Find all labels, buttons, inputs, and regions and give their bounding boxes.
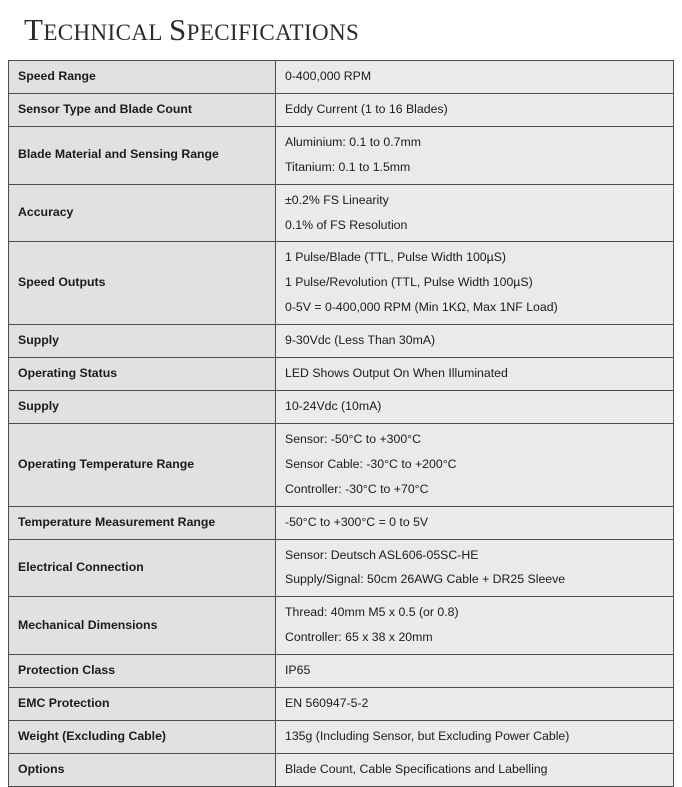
- spec-value-line: 10-24Vdc (10mA): [285, 398, 382, 413]
- page-header: [8, 0, 674, 60]
- spec-label: Speed Outputs: [9, 242, 276, 325]
- page-title-initial-1: T: [24, 12, 44, 47]
- spec-value: [276, 390, 674, 423]
- spec-value-line: Controller: 65 x 38 x 20mm: [285, 630, 433, 645]
- spec-label: Weight (Excluding Cable): [9, 720, 276, 753]
- spec-label: EMC Protection: [9, 688, 276, 721]
- spec-value-line: Eddy Current (1 to 16 Blades): [285, 101, 448, 116]
- page-title-word-2: PECIFICATIONS: [186, 20, 360, 45]
- spec-value-line: 1 Pulse/Revolution (TTL, Pulse Width 100µS): [285, 275, 533, 290]
- table-row: [9, 597, 674, 655]
- spec-value: [276, 688, 674, 721]
- spec-value-line: EN 560947-5-2: [285, 696, 369, 711]
- spec-value-line: Aluminium: 0.1 to 0.7mm: [285, 134, 421, 149]
- spec-label: Operating Status: [9, 358, 276, 391]
- spec-value-line: Blade Count, Cable Specifications and Labelling: [285, 761, 548, 776]
- spec-value-line: Sensor: -50°C to +300°C: [285, 431, 421, 446]
- spec-value: [276, 93, 674, 126]
- spec-label: Operating Temperature Range: [9, 423, 276, 506]
- spec-value-line: LED Shows Output On When Illuminated: [285, 366, 508, 381]
- table-row: [9, 655, 674, 688]
- spec-value-line: 0-400,000 RPM: [285, 69, 372, 83]
- table-row: [9, 688, 674, 721]
- spec-value-line: ±0.2% FS Linearity: [285, 192, 389, 207]
- table-row: [9, 506, 674, 539]
- spec-label: Sensor Type and Blade Count: [9, 93, 276, 126]
- spec-value-line: Sensor Cable: -30°C to +200°C: [285, 456, 457, 471]
- spec-value-line: 9-30Vdc (Less Than 30mA): [285, 333, 436, 348]
- table-row: [9, 184, 674, 242]
- spec-value-line: -50°C to +300°C = 0 to 5V: [285, 514, 429, 529]
- page-title-initial-2: S: [168, 12, 187, 47]
- spec-value: [276, 720, 674, 753]
- spec-value-line: Controller: -30°C to +70°C: [285, 481, 429, 496]
- table-row: [9, 61, 674, 94]
- table-row: [9, 423, 674, 506]
- spec-label: Supply: [9, 325, 276, 358]
- table-row: [9, 358, 674, 391]
- spec-value-line: 0-5V = 0-400,000 RPM (Min 1KΩ, Max 1NF Load): [285, 300, 558, 315]
- table-row: [9, 325, 674, 358]
- spec-value-line: IP65: [285, 663, 311, 678]
- spec-value: [276, 539, 674, 597]
- table-row: [9, 720, 674, 753]
- spec-value: [276, 325, 674, 358]
- spec-value: [276, 126, 674, 184]
- spec-value: [276, 597, 674, 655]
- specifications-table: [8, 60, 674, 787]
- table-row: [9, 753, 674, 786]
- spec-label: Mechanical Dimensions: [9, 597, 276, 655]
- spec-value: [276, 753, 674, 786]
- spec-value: [276, 61, 674, 94]
- spec-label: Electrical Connection: [9, 539, 276, 597]
- spec-label: Speed Range: [9, 61, 276, 94]
- page-title-word-1: ECHNICAL: [43, 20, 163, 45]
- table-row: [9, 126, 674, 184]
- spec-value-line: Thread: 40mm M5 x 0.5 (or 0.8): [285, 605, 459, 620]
- spec-value: [276, 242, 674, 325]
- page-title: [24, 12, 359, 48]
- spec-label: Blade Material and Sensing Range: [9, 126, 276, 184]
- spec-label: Temperature Measurement Range: [9, 506, 276, 539]
- spec-value-line: 0.1% of FS Resolution: [285, 217, 408, 232]
- spec-value-line: 135g (Including Sensor, but Excluding Power Cable): [285, 728, 570, 743]
- specifications-table-body: [9, 61, 674, 787]
- table-row: [9, 93, 674, 126]
- spec-value: [276, 184, 674, 242]
- spec-label: Protection Class: [9, 655, 276, 688]
- spec-label: Supply: [9, 390, 276, 423]
- spec-label: Options: [9, 753, 276, 786]
- table-row: [9, 539, 674, 597]
- table-row: [9, 242, 674, 325]
- table-row: [9, 390, 674, 423]
- spec-value-line: 1 Pulse/Blade (TTL, Pulse Width 100µS): [285, 250, 507, 265]
- spec-value-line: Titanium: 0.1 to 1.5mm: [285, 159, 411, 174]
- spec-value-line: Sensor: Deutsch ASL606-05SC-HE: [285, 547, 479, 562]
- spec-value: [276, 358, 674, 391]
- spec-label: Accuracy: [9, 184, 276, 242]
- spec-value: [276, 655, 674, 688]
- spec-value: [276, 423, 674, 506]
- spec-value-line: Supply/Signal: 50cm 26AWG Cable + DR25 Sleeve: [285, 572, 566, 587]
- spec-value: [276, 506, 674, 539]
